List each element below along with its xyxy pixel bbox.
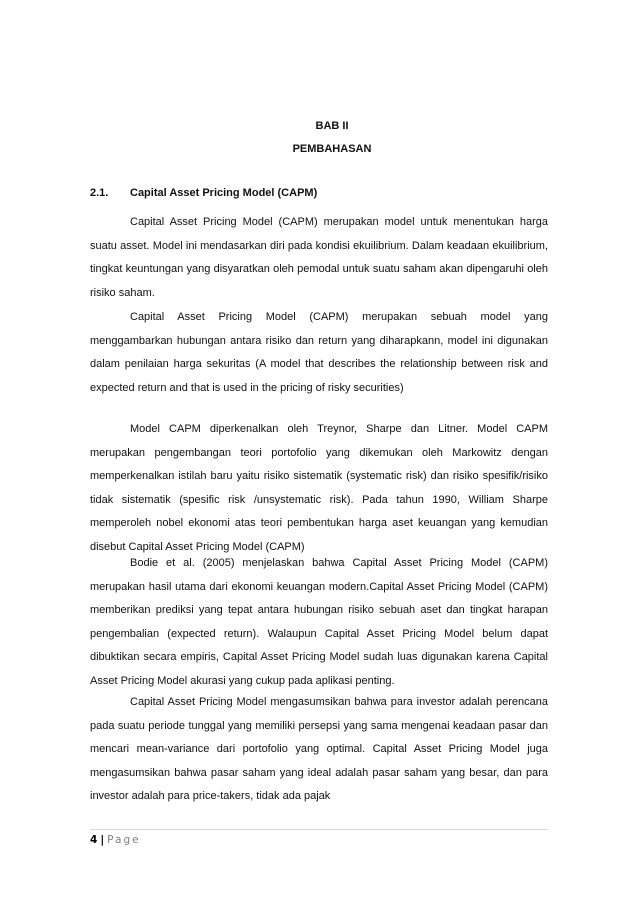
page-number: 4 xyxy=(90,834,98,846)
section-title: Capital Asset Pricing Model (CAPM) xyxy=(130,187,318,199)
paragraph-2: Capital Asset Pricing Model (CAPM) merupakan sebuah model yang menggambarkan hubungan antara risiko dan return yang diharapkann, model ini digunakan dalam penilaian harga sekuritas (A model that describes the relationship between risk and expected return and that is used in the pricing of risky securities) xyxy=(90,311,548,394)
chapter-heading: BAB II xyxy=(315,120,349,132)
page-footer xyxy=(90,834,141,846)
footer-separator: | xyxy=(100,834,105,846)
paragraph-4: Bodie et al. (2005) menjelaskan bahwa Capital Asset Pricing Model (CAPM) merupakan hasil utama dari ekonomi keuangan modern.Capital Asset Pricing Model (CAPM) memberikan prediksi yang tepat antara hubungan risiko sebuah aset dan tingkat harapan pengembalian (expected return). Walaupun Capital Asset Pricing Model belum dapat dibuktikan secara empiris, Capital Asset Pricing Model sudah luas digunakan karena Capital Asset Pricing Model akurasi yang cukup pada aplikasi penting. xyxy=(90,557,548,687)
footer-divider xyxy=(90,829,548,830)
section-heading xyxy=(90,187,317,199)
paragraph-5: Capital Asset Pricing Model mengasumsikan bahwa para investor adalah perencana pada suatu periode tunggal yang memiliki persepsi yang sama mengenai keadaan pasar dan mencari mean-variance dari portofolio yang optimal. Capital Asset Pricing Model juga mengasumsikan bahwa pasar saham yang ideal adalah pasar saham yang besar, dan para investor adalah para price-takers, tidak ada pajak xyxy=(90,696,548,802)
paragraph-1: Capital Asset Pricing Model (CAPM) merupakan model untuk menentukan harga suatu asset. Model ini mendasarkan diri pada kondisi ekuilibrium. Dalam keadaan ekuilibrium, tingkat keuntungan yang disyaratkan oleh pemodal untuk suatu saham akan dipengaruhi oleh risiko saham. xyxy=(90,216,548,299)
chapter-title: PEMBAHASAN xyxy=(292,143,372,155)
paragraph-3: Model CAPM diperkenalkan oleh Treynor, Sharpe dan Litner. Model CAPM merupakan pengembangan teori portofolio yang dikemukan oleh Markowitz dengan memperkenalkan istilah baru yaitu risiko sistematik (systematic risk) dan risiko spesifik/risiko tidak sistematik (spesific risk /unsystematic risk). Pada tahun 1990, William Sharpe memperoleh nobel ekonomi atas teori pembentukan harga aset keuangan yang kemudian disebut Capital Asset Pricing Model (CAPM) xyxy=(90,423,548,553)
page-label: Page xyxy=(107,834,141,846)
section-number: 2.1. xyxy=(90,187,109,199)
